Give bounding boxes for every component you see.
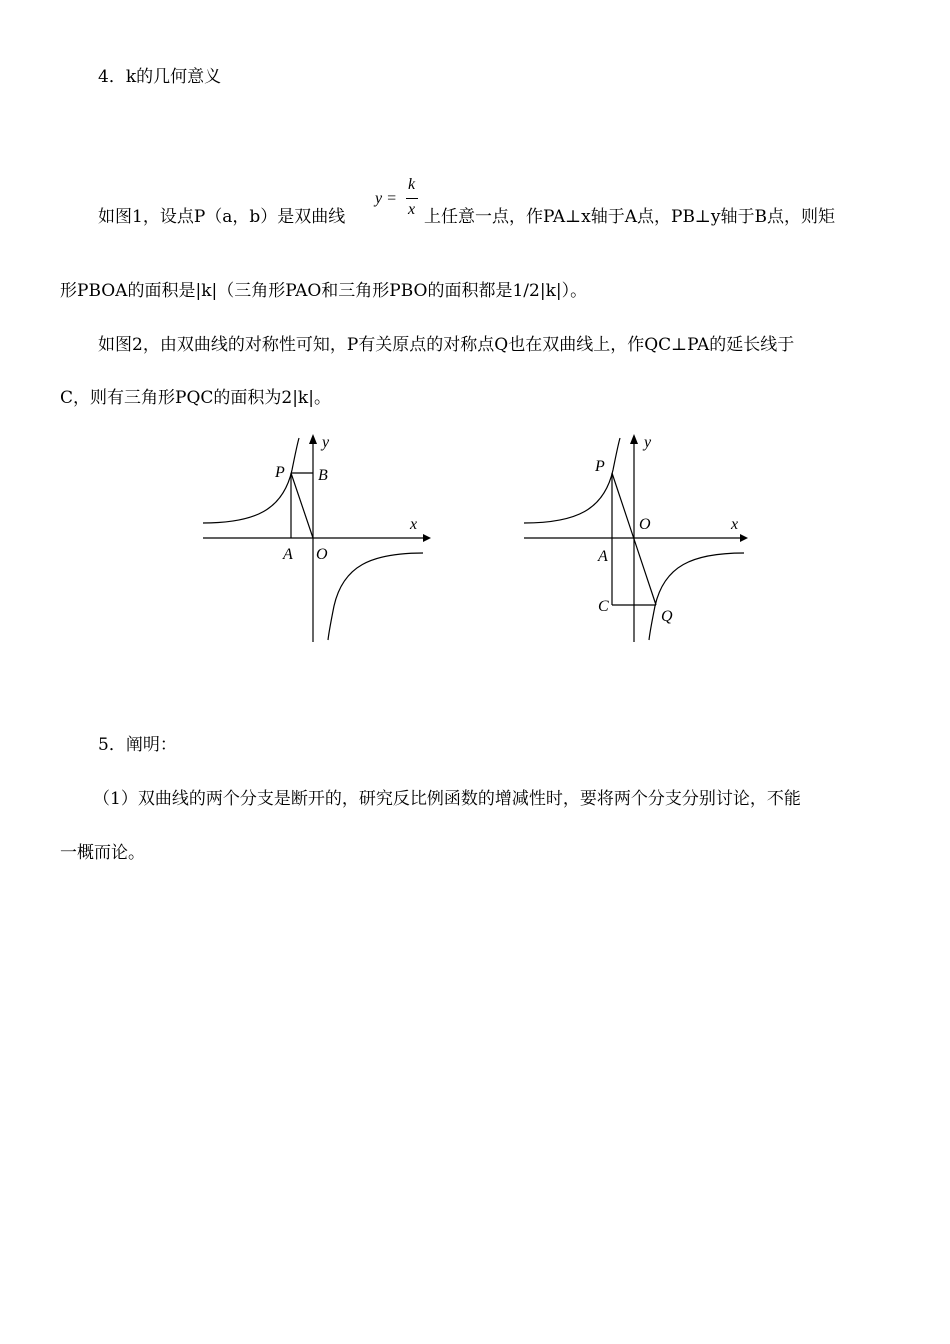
fraction-bar [406, 198, 418, 199]
label-A: A [598, 548, 608, 565]
hyperbola-branch-lower-right [649, 553, 744, 640]
label-O: O [639, 516, 651, 533]
formula-lhs: y = [375, 190, 397, 207]
segment-PO [291, 473, 313, 538]
label-x: x [410, 516, 418, 533]
para1-line1-end: 上任意一点，作PA⊥x轴于A点，PB⊥y轴于B点，则矩 [424, 207, 836, 227]
label-y: y [322, 434, 330, 451]
figure-2-hyperbola [516, 430, 756, 650]
label-A: A [283, 546, 293, 563]
formula-denominator: x [408, 201, 416, 218]
hyperbola-branch-upper-left [524, 438, 620, 523]
label-Q: Q [661, 608, 673, 625]
section5-item1-line1: （1）双曲线的两个分支是断开的，研究反比例函数的增减性时，要将两个分支分别讨论，不能 [93, 789, 801, 809]
section5-item1-line2: 一概而论。 [60, 843, 145, 863]
label-O: O [316, 546, 328, 563]
hyperbola-branch-lower-right [328, 553, 423, 640]
para1-line2: 形PBOA的面积是|k|（三角形PAO和三角形PBO的面积都是1/2|k|）。 [60, 281, 588, 301]
para1-line1-start: 如图1，设点P（a，b）是双曲线 [98, 207, 346, 227]
label-B: B [318, 467, 328, 484]
x-axis-arrow [740, 534, 748, 542]
figure-1-hyperbola [195, 430, 435, 650]
y-axis-arrow [630, 434, 638, 444]
para2-line2: C，则有三角形PQC的面积为2|k|。 [60, 388, 331, 408]
x-axis-arrow [423, 534, 431, 542]
label-P: P [595, 458, 605, 475]
section-5-heading: 5．阐明： [98, 735, 177, 755]
formula-numerator: k [408, 176, 416, 193]
label-x: x [731, 516, 739, 533]
label-P: P [275, 464, 285, 481]
label-y: y [644, 434, 652, 451]
section-4-heading: 4．k的几何意义 [98, 67, 222, 87]
y-axis-arrow [309, 434, 317, 444]
para2-line1: 如图2，由双曲线的对称性可知，P有关原点的对称点Q也在双曲线上，作QC⊥PA的延长线于 [98, 335, 795, 355]
label-C: C [598, 598, 609, 615]
